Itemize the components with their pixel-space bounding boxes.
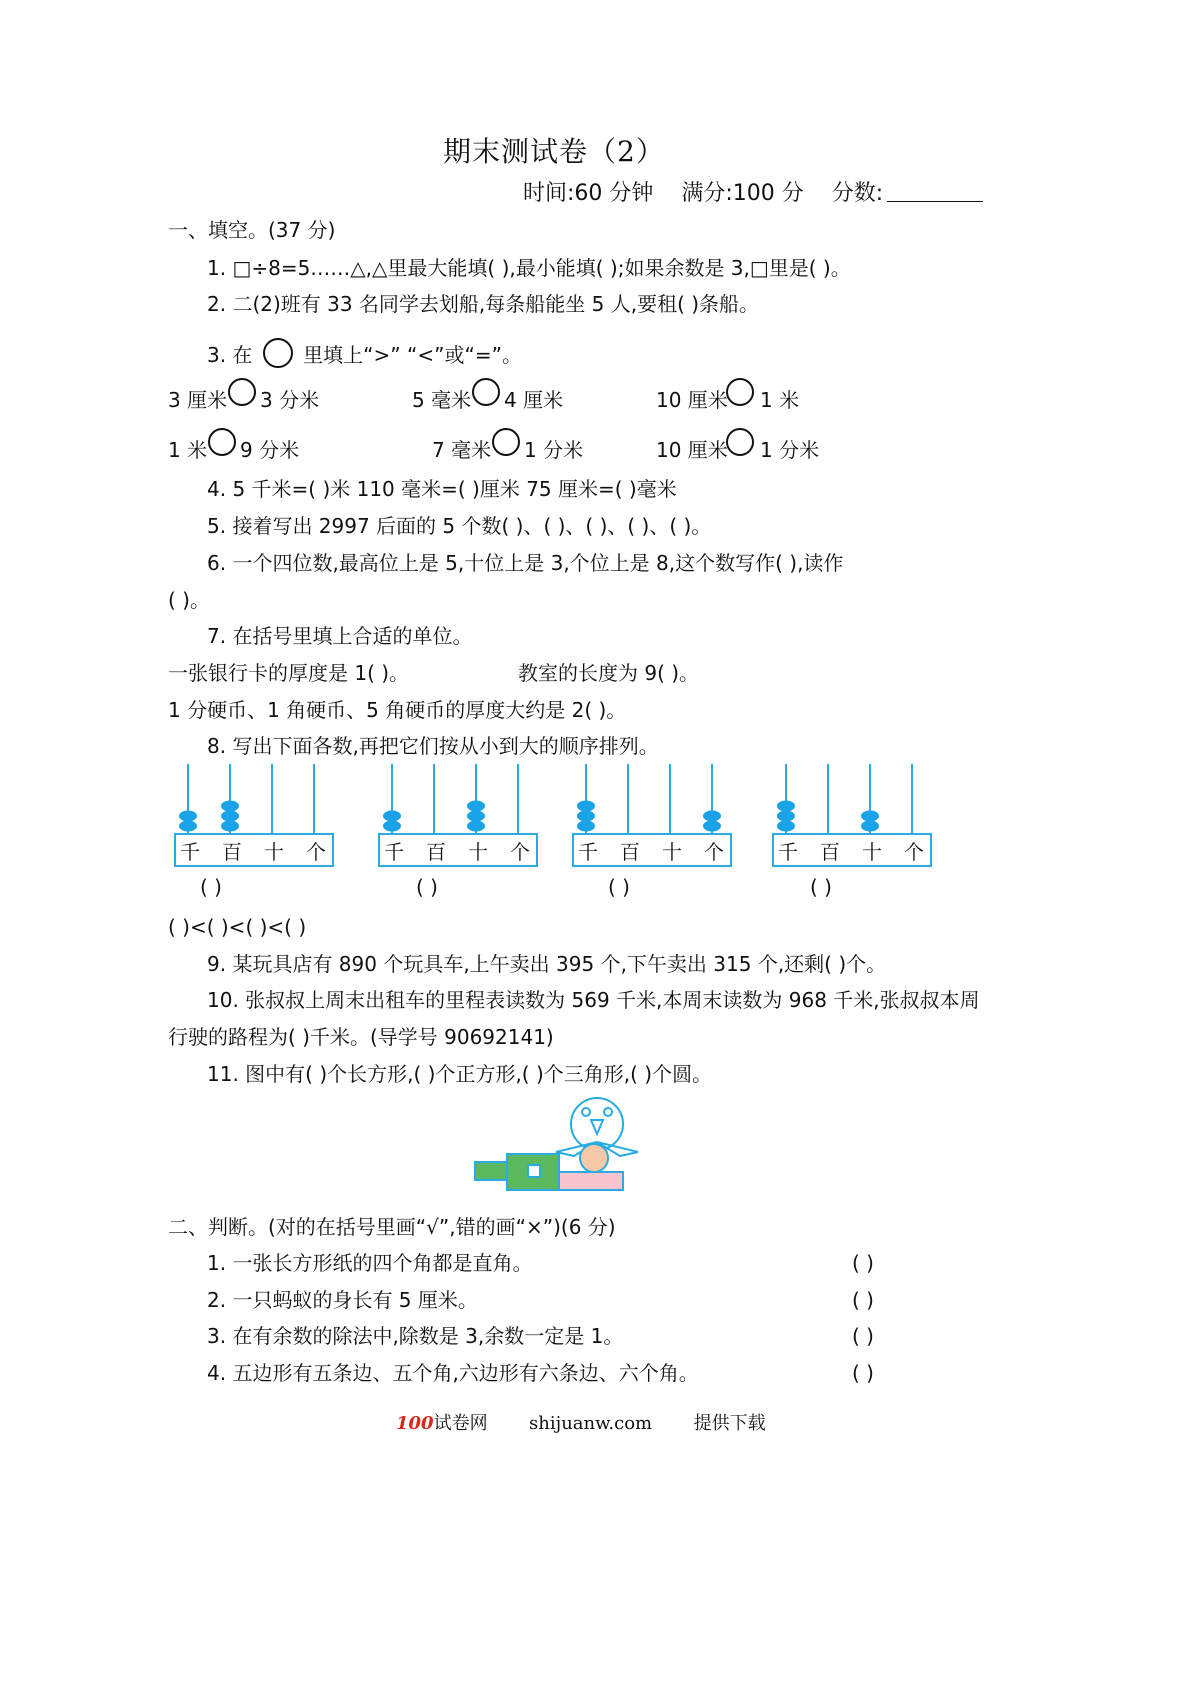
compare-circle[interactable] <box>726 428 754 456</box>
pink-rect <box>559 1172 623 1190</box>
question-7a: 一张银行卡的厚度是 1( )。 <box>168 661 410 685</box>
judge-item-3: 3. 在有余数的除法中,除数是 3,余数一定是 1。 <box>207 1324 624 1348</box>
compare-left: 10 厘米 <box>656 388 728 412</box>
compare-circle[interactable] <box>208 428 236 456</box>
question-10-cont: 行驶的路程为( )千米。(导学号 90692141) <box>168 1025 554 1049</box>
question-8: 8. 写出下面各数,再把它们按从小到大的顺序排列。 <box>207 734 659 758</box>
abacus-bead <box>383 821 401 832</box>
score-blank[interactable] <box>887 183 983 202</box>
abacus-bead <box>383 811 401 822</box>
abacus-bead <box>861 811 879 822</box>
compare-left: 7 毫米 <box>432 438 492 462</box>
question-3: 3. 在 里填上“>” “<”或“=”。 <box>207 338 522 368</box>
brand-name: 试卷网 <box>433 1413 488 1434</box>
abacus-bead <box>221 821 239 832</box>
compare-right: 3 分米 <box>260 388 320 412</box>
abacus-bead <box>577 821 595 832</box>
abacus-bead <box>179 811 197 822</box>
white-square <box>528 1165 540 1177</box>
header-meta <box>523 182 983 206</box>
question-7: 7. 在括号里填上合适的单位。 <box>207 624 473 648</box>
green-rect-small <box>475 1162 507 1180</box>
abacus-place-label: 千 <box>384 840 404 864</box>
compare-right: 1 分米 <box>524 438 584 462</box>
judge-item-2: 2. 一只蚂蚁的身长有 5 厘米。 <box>207 1288 478 1312</box>
section-heading-judge: 二、判断。(对的在括号里画“√”,错的画“×”)(6 分) <box>168 1215 616 1239</box>
compare-circle[interactable] <box>726 378 754 406</box>
site-url[interactable]: shijuanw.com <box>529 1413 653 1434</box>
abacus-answer-4: ( ) <box>810 875 832 899</box>
abacus-place-label: 千 <box>180 840 200 864</box>
abacus-bead <box>221 811 239 822</box>
question-7b: 教室的长度为 9( )。 <box>518 661 700 685</box>
abacus-bead <box>577 801 595 812</box>
compare-right: 1 米 <box>760 388 800 412</box>
page-title: 期末测试卷（2） <box>443 135 665 168</box>
left-eye <box>582 1108 590 1116</box>
question-10: 10. 张叔叔上周末出租车的里程表读数为 569 千米,本周末读数为 968 千米,张叔叔本周 <box>207 988 980 1012</box>
abacus-place-label: 个 <box>904 840 924 864</box>
question-5: 5. 接着写出 2997 后面的 5 个数( )、( )、( )、( )、( )。 <box>207 514 712 538</box>
judge-answer-3[interactable]: ( ) <box>852 1324 874 1348</box>
beak-triangle <box>591 1120 603 1134</box>
question-6: 6. 一个四位数,最高位上是 5,十位上是 3,个位上是 8,这个数写作( ),读作 <box>207 551 844 575</box>
body-circle <box>580 1144 608 1172</box>
abacus-place-label: 个 <box>704 840 724 864</box>
score-label: 分数: <box>831 181 884 206</box>
order-line: ( )<( )<( )<( ) <box>168 915 307 939</box>
abacus-place-label: 百 <box>222 840 242 864</box>
judge-item-1: 1. 一张长方形纸的四个角都是直角。 <box>207 1251 533 1275</box>
compare-right: 4 厘米 <box>504 388 564 412</box>
abacus-bead <box>467 821 485 832</box>
abacus-place-label: 十 <box>862 840 882 864</box>
abacus-answer-3: ( ) <box>608 875 630 899</box>
abacus-place-label: 个 <box>306 840 326 864</box>
abacus-bead <box>777 811 795 822</box>
footer <box>396 1412 766 1436</box>
right-eye <box>604 1108 612 1116</box>
judge-answer-1[interactable]: ( ) <box>852 1251 874 1275</box>
question-2: 2. 二(2)班有 33 名同学去划船,每条船能坐 5 人,要租( )条船。 <box>207 292 760 316</box>
time-info: 时间:60 分钟 <box>523 181 654 206</box>
judge-answer-2[interactable]: ( ) <box>852 1288 874 1312</box>
question-1: 1. □÷8=5……△,△里最大能填( ),最小能填( );如果余数是 3,□里是( )。 <box>207 256 851 280</box>
abacus-place-label: 十 <box>662 840 682 864</box>
question-7c: 1 分硬币、1 角硬币、5 角硬币的厚度大约是 2( )。 <box>168 698 627 722</box>
abacus-answer-1: ( ) <box>200 875 222 899</box>
section-heading-fill: 一、填空。(37 分) <box>168 218 336 242</box>
question-4: 4. 5 千米=( )米 110 毫米=( )厘米 75 厘米=( )毫米 <box>207 477 677 501</box>
compare-circle[interactable] <box>492 428 520 456</box>
circle-blank <box>263 338 293 368</box>
compare-right: 1 分米 <box>760 438 820 462</box>
shapes-figure <box>470 1096 640 1196</box>
compare-circle[interactable] <box>228 378 256 406</box>
question-6-cont: ( )。 <box>168 588 210 612</box>
abacus-answer-2: ( ) <box>416 875 438 899</box>
abacus-figure <box>165 762 965 872</box>
abacus-bead <box>777 821 795 832</box>
site-logo: 100 <box>396 1413 434 1434</box>
full-score-info: 满分:100 分 <box>681 181 804 206</box>
abacus-bead <box>703 811 721 822</box>
abacus-bead <box>577 811 595 822</box>
abacus-bead <box>861 821 879 832</box>
abacus-place-label: 百 <box>426 840 446 864</box>
compare-left: 5 毫米 <box>412 388 472 412</box>
abacus-bead <box>221 801 239 812</box>
abacus-bead <box>467 801 485 812</box>
abacus-bead <box>467 811 485 822</box>
abacus-bead <box>703 821 721 832</box>
abacus-place-label: 千 <box>778 840 798 864</box>
compare-left: 1 米 <box>168 438 208 462</box>
abacus-bead <box>777 801 795 812</box>
abacus-place-label: 十 <box>468 840 488 864</box>
question-9: 9. 某玩具店有 890 个玩具车,上午卖出 395 个,下午卖出 315 个,还剩( )个。 <box>207 952 887 976</box>
abacus-place-label: 个 <box>510 840 530 864</box>
compare-circle[interactable] <box>472 378 500 406</box>
abacus-place-label: 十 <box>264 840 284 864</box>
compare-left: 3 厘米 <box>168 388 228 412</box>
question-11: 11. 图中有( )个长方形,( )个正方形,( )个三角形,( )个圆。 <box>207 1062 713 1086</box>
abacus-bead <box>179 821 197 832</box>
judge-answer-4[interactable]: ( ) <box>852 1361 874 1385</box>
compare-right: 9 分米 <box>240 438 300 462</box>
compare-left: 10 厘米 <box>656 438 728 462</box>
abacus-place-label: 百 <box>820 840 840 864</box>
footer-note: 提供下载 <box>693 1413 766 1434</box>
abacus-place-label: 百 <box>620 840 640 864</box>
abacus-place-label: 千 <box>578 840 598 864</box>
judge-item-4: 4. 五边形有五条边、五个角,六边形有六条边、六个角。 <box>207 1361 699 1385</box>
